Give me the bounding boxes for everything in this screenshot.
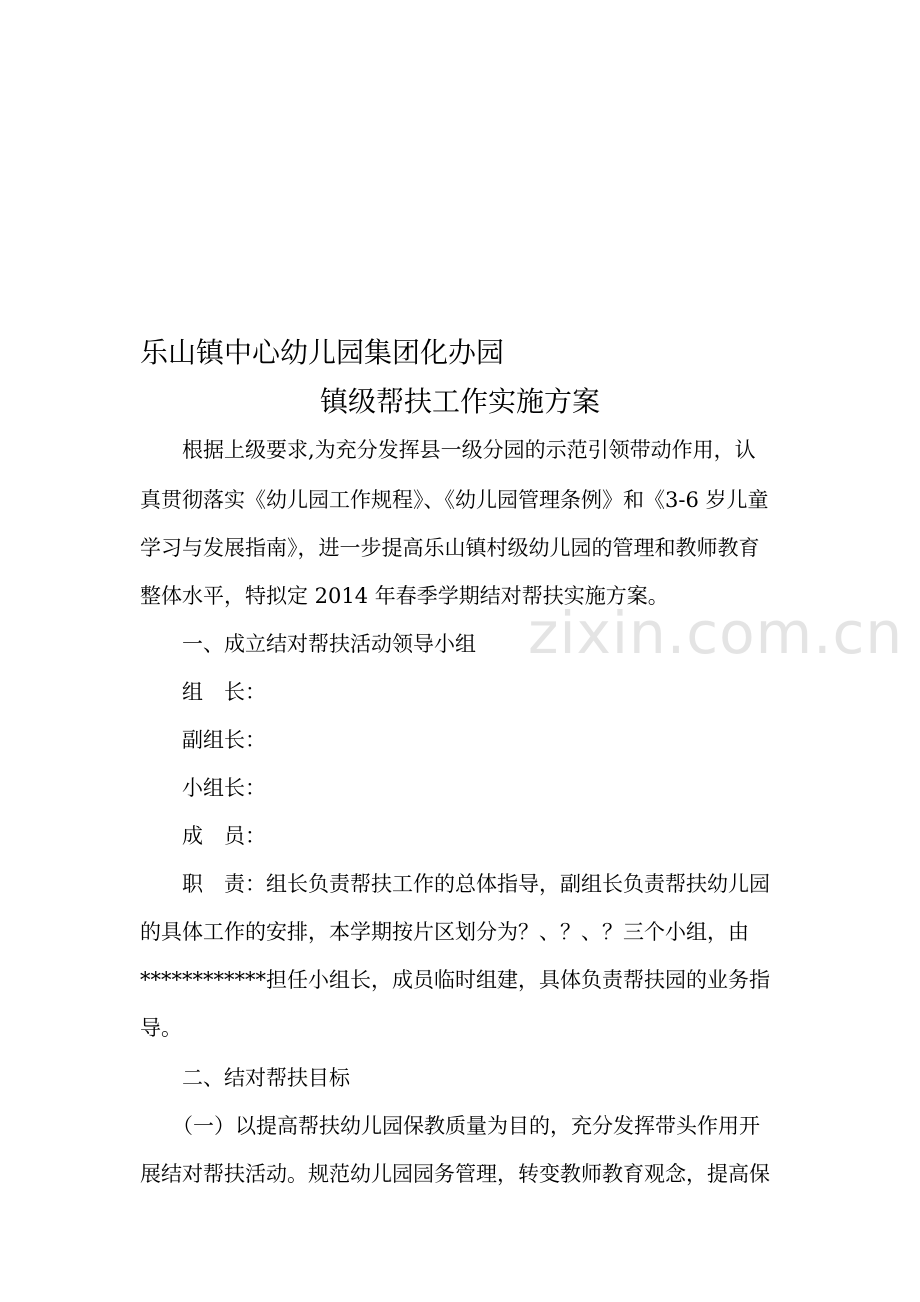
duties-line-2: 的具体工作的安排，本学期按片区划分为？、？、？三个小组，由 bbox=[140, 920, 749, 944]
intro-line-4: 整体水平，特拟定 2014 年春季学期结对帮扶实施方案。 bbox=[140, 584, 669, 608]
duties-line-1: 职 责：组长负责帮扶工作的总体指导，副组长负责帮扶幼儿园 bbox=[182, 872, 770, 896]
role-team-leader: 小组长： bbox=[182, 776, 266, 800]
role-deputy: 副组长： bbox=[182, 728, 266, 752]
section1-heading: 一、成立结对帮扶活动领导小组 bbox=[182, 632, 476, 656]
role-leader: 组 长： bbox=[182, 680, 266, 704]
goal1-line-2: 展结对帮扶活动。规范幼儿园园务管理，转变教师教育观念，提高保 bbox=[140, 1162, 770, 1186]
document-title-line2: 镇级帮扶工作实施方案 bbox=[319, 385, 600, 418]
role-members: 成 员： bbox=[182, 824, 266, 848]
section2-heading: 二、结对帮扶目标 bbox=[182, 1066, 350, 1090]
document-title-line1: 乐山镇中心幼儿园集团化办园 bbox=[140, 336, 505, 369]
duties-line-4: 导。 bbox=[140, 1016, 182, 1040]
intro-line-2: 真贯彻落实《幼儿园工作规程》、《幼儿园管理条例》和《3-6 岁儿童 bbox=[140, 488, 769, 512]
intro-line-1: 根据上级要求,为充分发挥县一级分园的示范引领带动作用，认 bbox=[182, 438, 756, 462]
watermark: zixin.com.cn bbox=[528, 599, 904, 667]
goal1-line-1: （一）以提高帮扶幼儿园保教质量为目的，充分发挥带头作用开 bbox=[172, 1114, 760, 1138]
duties-line-3: ************担任小组长，成员临时组建，具体负责帮扶园的业务指 bbox=[140, 968, 770, 992]
intro-line-3: 学习与发展指南》，进一步提高乐山镇村级幼儿园的管理和教师教育 bbox=[140, 536, 760, 560]
